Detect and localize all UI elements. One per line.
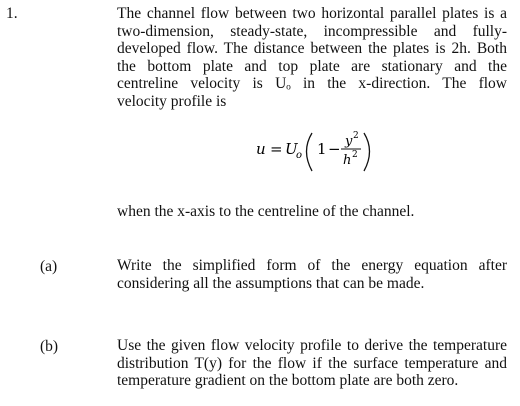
part-b-text xyxy=(117,337,507,390)
question-number: 1. xyxy=(6,5,18,22)
part-b-line: temperature gradient on the bottom plate are both zero. xyxy=(117,372,459,390)
question-intro xyxy=(117,5,507,111)
intro-line: the bottom plate and top plate are stationary and the xyxy=(117,57,507,75)
eq-numerator-exp: 2 xyxy=(353,131,359,141)
eq-equals: = xyxy=(270,140,283,158)
eq-denominator: h xyxy=(343,153,352,168)
eq-minus: − xyxy=(328,140,341,158)
part-b-label: (b) xyxy=(40,338,59,355)
intro-line: velocity profile is xyxy=(117,92,227,110)
part-a-line: considering all the assumptions that can be made. xyxy=(117,274,425,292)
left-paren xyxy=(307,133,313,171)
after-equation-line: when the x-axis to the centreline of the channel. xyxy=(117,203,415,220)
eq-coef-sub: o xyxy=(296,150,303,161)
eq-coef: U xyxy=(285,140,298,158)
intro-line: two-dimension, steady-state, incompressible and fully- xyxy=(117,22,507,40)
velocity-profile-equation xyxy=(254,122,424,180)
eq-lhs: u xyxy=(256,140,266,158)
question-after-equation xyxy=(117,203,507,221)
part-b-line: Use the given flow velocity profile to derive the temperature xyxy=(117,337,507,354)
intro-line: The channel flow between two horizontal parallel plates is a xyxy=(117,5,507,22)
intro-line: centreline velocity is Uₒ in the x-direction. The flow xyxy=(117,75,507,93)
part-a-label: (a) xyxy=(40,258,58,275)
eq-denominator-exp: 2 xyxy=(352,150,358,160)
eq-numerator: y xyxy=(345,134,353,149)
eq-one: 1 xyxy=(317,140,327,158)
part-a-line: Write the simplified form of the energy equation after xyxy=(117,257,507,274)
intro-line: developed flow. The distance between the plates is 2h. Both xyxy=(117,40,507,58)
part-b-line: distribution T(y) for the flow if the surface temperature and xyxy=(117,354,507,372)
right-paren xyxy=(364,133,370,171)
part-a-text xyxy=(117,257,507,292)
